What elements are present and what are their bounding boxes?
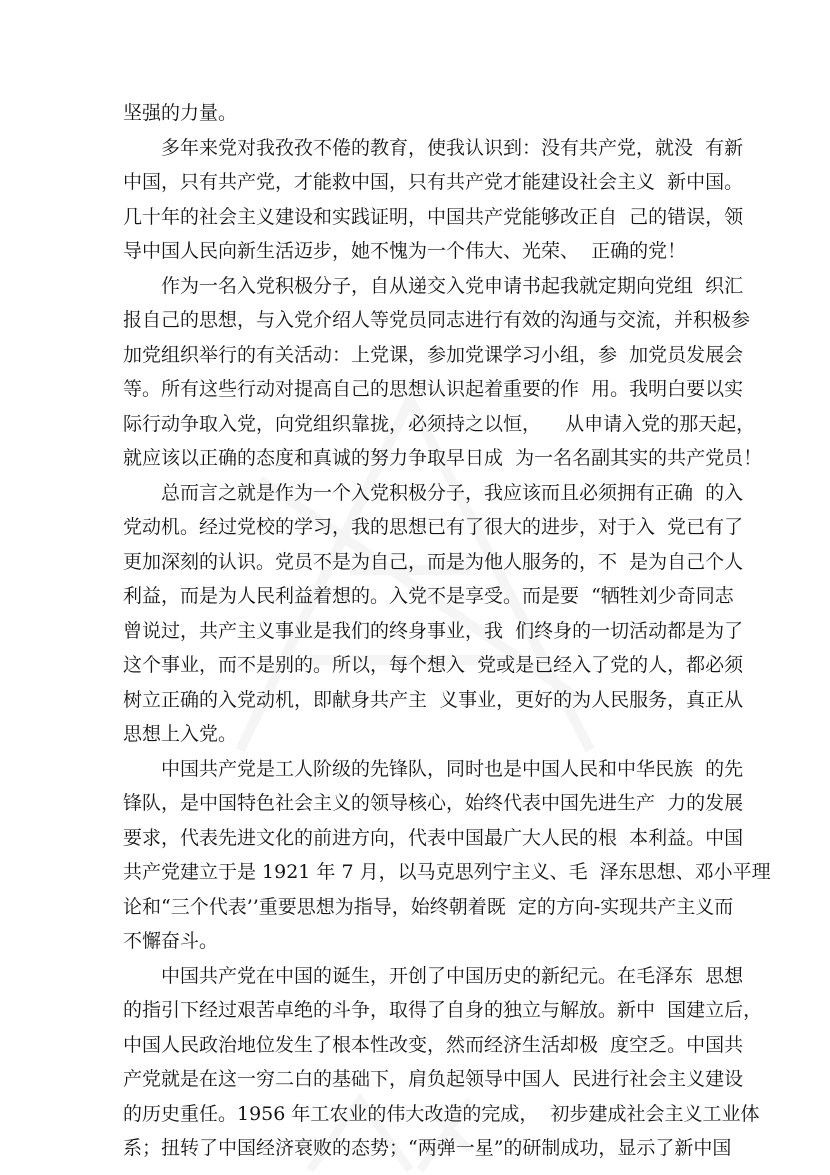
text-line: 产党就是在这一穷二白的基础下，肩负起领导中国人 民进行社会主义建设	[123, 1068, 744, 1090]
document-body	[123, 96, 771, 1166]
text-line: 不懈奋斗。	[123, 930, 219, 952]
text-line: 等。所有这些行动对提高自己的思想认识起着重要的作 用。我明白要以实	[123, 378, 744, 400]
text-line: 曾说过，共产主义事业是我们的终身事业，我 们终身的一切活动都是为了	[123, 619, 744, 642]
text-line: 际行动争取入党，向党组织靠拢，必须持之以恒， 从申请入党的那天起，	[123, 412, 756, 435]
text-line: 报自己的思想，与入党介绍人等党员同志进行有效的沟通与交流，并积极参	[123, 309, 751, 331]
text-line: 导中国人民向新生活迈步，她不愧为一个伟大、光荣、 正确的党！	[123, 240, 687, 262]
text-line: 几十年的社会主义建设和实践证明，中国共产党能够改正自 己的错误，领	[123, 205, 744, 228]
text-line: 中国，只有共产党，才能救中国，只有共产党才能建设社会主义 新中国。	[123, 171, 744, 193]
text-line: 锋队，是中国特色社会主义的领导核心，始终代表中国先进生产 力的发展	[123, 792, 744, 814]
text-line: 系；扭转了中国经济衰败的态势；“两弹一星”的研制成功，显示了新中国	[123, 1137, 732, 1159]
text-line: 坚强的力量。	[123, 102, 238, 124]
text-line: 要求，代表先进文化的前进方向，代表中国最广大人民的根 本利益。中国	[123, 826, 744, 849]
text-line: 更加深刻的认识。党员不是为自己，而是为他人服务的，不 是为自己个人	[123, 550, 744, 573]
text-line: 总而言之就是作为一个入党积极分子，我应该而且必须拥有正确 的入	[161, 481, 744, 504]
text-line: 的历史重任。1956 年工农业的伟大改造的完成， 初步建成社会主义工业体	[123, 1102, 760, 1125]
text-line: 作为一名入党积极分子，自从递交入党申请书起我就定期向党组 织汇	[161, 274, 744, 297]
text-line: 中国共产党是工人阶级的先锋队，同时也是中国人民和中华民族 的先	[161, 757, 744, 780]
text-line: 论和“三个代表’’重要思想为指导，始终朝着既 定的方向-实现共产主义而	[123, 895, 734, 918]
text-line: 利益，而是为人民利益着想的。入党不是享受。而是要 “牺牲刘少奇同志	[123, 585, 734, 607]
text-line: 党动机。经过党校的学习，我的思想已有了很大的进步，对于入 党已有了	[123, 516, 744, 538]
text-line: 共产党建立于是 1921 年 7 月，以马克思列宁主义、毛 泽东思想、邓小平理	[123, 861, 771, 883]
text-line: 思想上入党。	[123, 723, 238, 745]
text-line: 加党组织举行的有关活动：上党课，参加党课学习小组，参 加党员发展会	[123, 343, 744, 366]
text-line: 的指引下经过艰苦卓绝的斗争，取得了自身的独立与解放。新中 国建立后，	[123, 999, 763, 1021]
text-line: 多年来党对我孜孜不倦的教育，使我认识到：没有共产党，就没 有新	[161, 136, 744, 159]
text-line: 树立正确的入党动机，即献身共产主 义事业，更好的为人民服务，真正从	[123, 688, 744, 711]
text-line: 这个事业，而不是别的。所以，每个想入 党或是已经入了党的人，都必须	[123, 654, 744, 676]
text-line: 就应该以正确的态度和真诚的努力争取早日成 为一名名副其实的共产党员！	[123, 447, 763, 469]
text-line: 中国人民政治地位发生了根本性改变，然而经济生活却极 度空乏。中国共	[123, 1033, 744, 1056]
text-line: 中国共产党在中国的诞生，开创了中国历史的新纪元。在毛泽东 思想	[161, 964, 744, 987]
